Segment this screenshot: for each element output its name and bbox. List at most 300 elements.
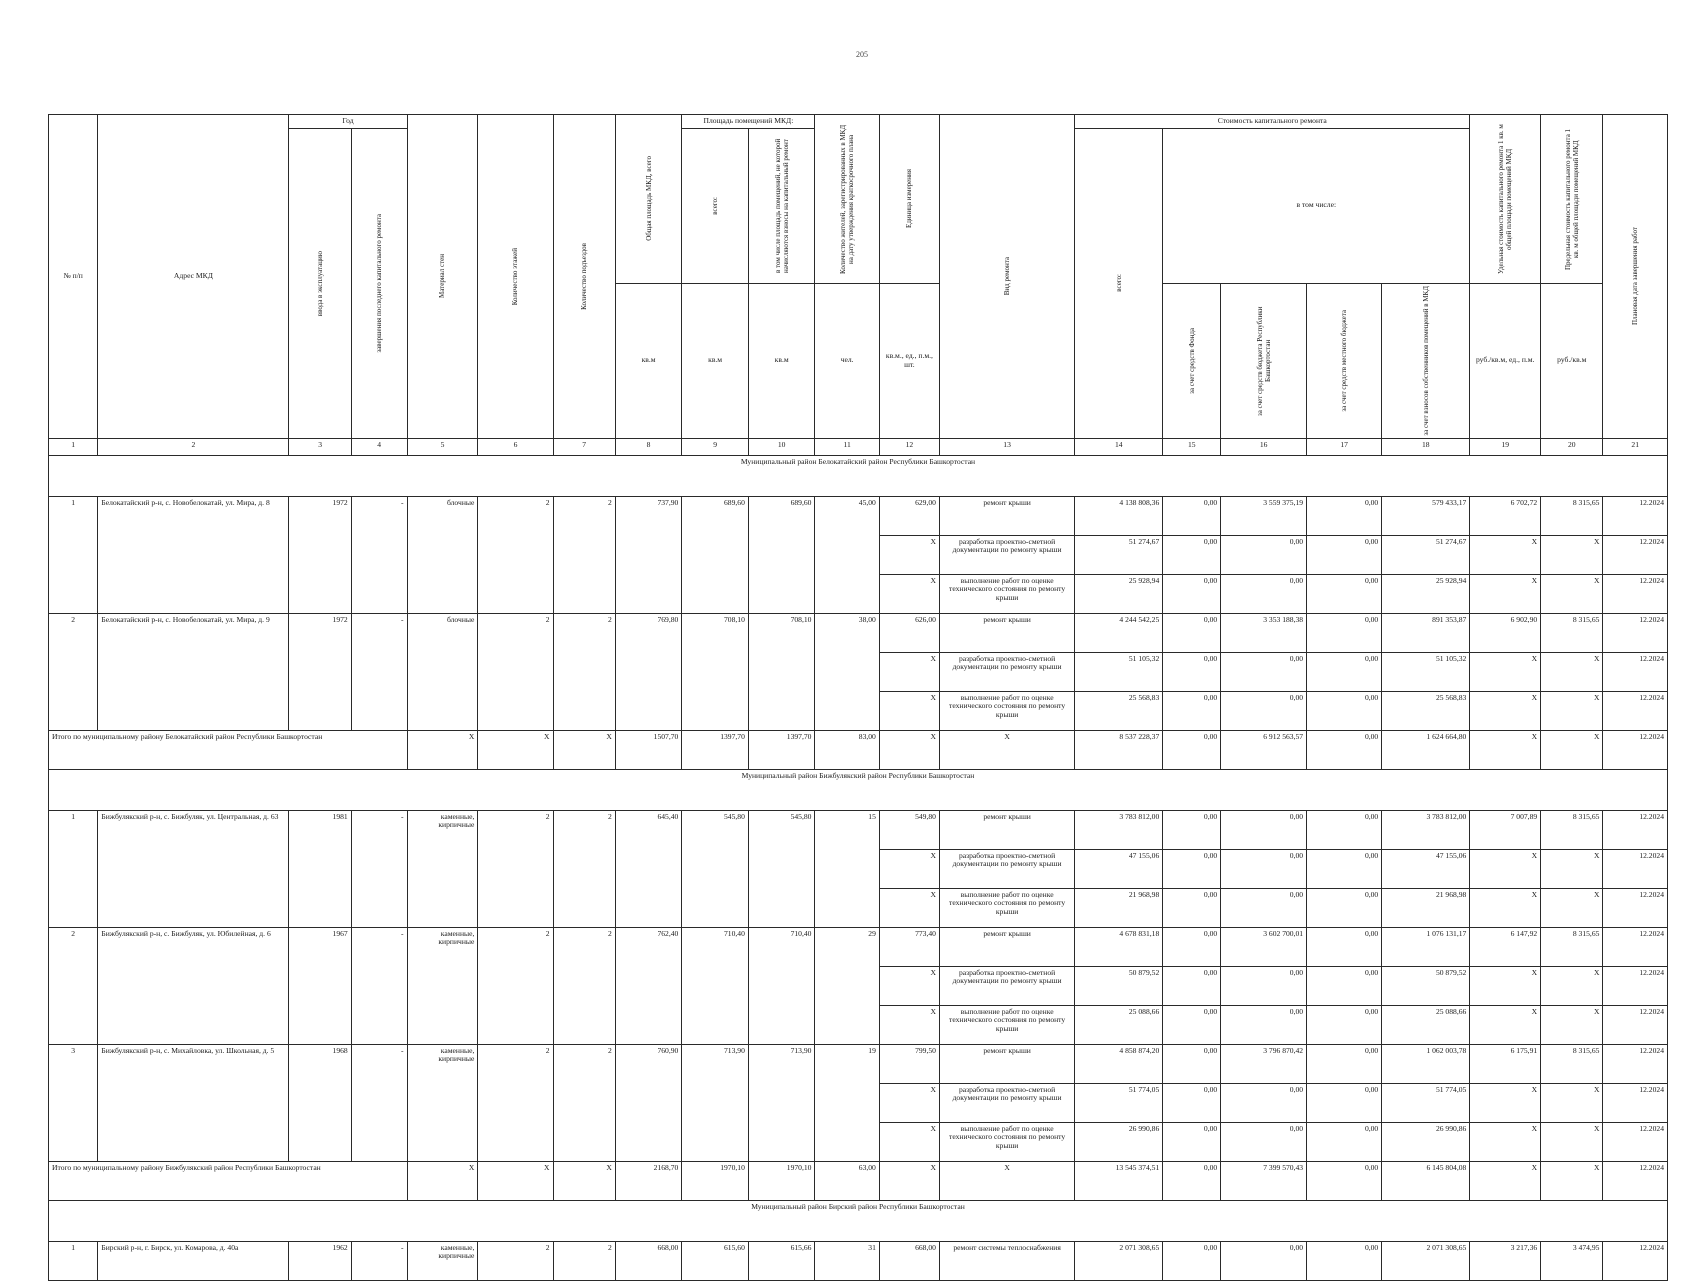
repair-plan-sheet <box>48 114 1668 1281</box>
total-entrances: X <box>553 730 615 769</box>
cost-republic: 3 559 375,19 <box>1221 496 1307 535</box>
premises-total: 713,90 <box>682 1044 749 1161</box>
work-type: ремонт крыши <box>939 613 1074 652</box>
planned-date: 12.2024 <box>1603 1005 1668 1044</box>
header-premises-paying: в том числе площадь помещений, не которой начисляются взносы на капитальный ремонт <box>748 128 815 283</box>
residents: 38,00 <box>815 613 879 730</box>
cost-local: 0,00 <box>1307 1005 1382 1044</box>
header-specific-cost: Удельная стоимость капитального ремонта 1 кв. м общей площади помещений МКД <box>1470 115 1541 284</box>
specific-cost: 6 902,90 <box>1470 613 1541 652</box>
max-cost: 8 315,65 <box>1541 613 1603 652</box>
max-cost: 8 315,65 <box>1541 496 1603 535</box>
table-row <box>49 613 1668 652</box>
header-year-group: Год <box>289 115 407 129</box>
work-type: ремонт системы теплоснабжения <box>939 1241 1074 1280</box>
cost-owners: 26 990,86 <box>1382 1122 1470 1161</box>
work-type: разработка проектно-сметной документации по ремонту крыши <box>939 966 1074 1005</box>
table-row <box>49 496 1668 535</box>
column-number: 1 <box>49 438 98 455</box>
cost-owners: 51 105,32 <box>1382 652 1470 691</box>
max-cost: X <box>1541 574 1603 613</box>
cost-fund: 0,00 <box>1163 1241 1221 1280</box>
total-area: 1507,70 <box>615 730 682 769</box>
total-republic: 6 912 563,57 <box>1221 730 1307 769</box>
work-type: разработка проектно-сметной документации по ремонту крыши <box>939 535 1074 574</box>
planned-date: 12.2024 <box>1603 810 1668 849</box>
floors: 2 <box>478 496 553 613</box>
max-cost: X <box>1541 1122 1603 1161</box>
building-address: Бирский р-н, г. Бирск, ул. Комарова, д. 40а <box>98 1241 289 1280</box>
year-built: 1968 <box>289 1044 351 1161</box>
year-built: 1962 <box>289 1241 351 1280</box>
max-cost: X <box>1541 1083 1603 1122</box>
header-wall: Материал стен <box>407 115 478 439</box>
header-unit-12: кв.м., ед., п.м., шт. <box>879 283 939 438</box>
residents: 19 <box>815 1044 879 1161</box>
cost-local: 0,00 <box>1307 927 1382 966</box>
work-unit: 799,50 <box>879 1044 939 1083</box>
wall-material: каменные, кирпичные <box>407 1241 478 1280</box>
column-number: 5 <box>407 438 478 455</box>
cost-republic: 0,00 <box>1221 1083 1307 1122</box>
section-title-row <box>49 455 1668 496</box>
work-unit: X <box>879 691 939 730</box>
wall-material: каменные, кирпичные <box>407 1044 478 1161</box>
header-max-cost: Предельная стоимость капитального ремонта 1 кв. м общей площади помещений МКД <box>1541 115 1603 284</box>
work-unit: 629,00 <box>879 496 939 535</box>
work-type: ремонт крыши <box>939 810 1074 849</box>
work-unit: X <box>879 966 939 1005</box>
cost-local: 0,00 <box>1307 1241 1382 1280</box>
capital-repair-table <box>48 114 1668 1281</box>
work-type: выполнение работ по оценке технического состояния по ремонту крыши <box>939 888 1074 927</box>
section-total-row <box>49 1161 1668 1200</box>
premises-total: 710,40 <box>682 927 749 1044</box>
cost-local: 0,00 <box>1307 1044 1382 1083</box>
max-cost: X <box>1541 691 1603 730</box>
cost-total: 51 105,32 <box>1075 652 1163 691</box>
planned-date: 12.2024 <box>1603 1044 1668 1083</box>
total-premises: 1397,70 <box>682 730 749 769</box>
column-number: 20 <box>1541 438 1603 455</box>
specific-cost: X <box>1470 849 1541 888</box>
premises-paying: 689,60 <box>748 496 815 613</box>
work-type: ремонт крыши <box>939 496 1074 535</box>
max-cost: 8 315,65 <box>1541 927 1603 966</box>
work-type: выполнение работ по оценке технического состояния по ремонту крыши <box>939 691 1074 730</box>
total-owners: 6 145 804,08 <box>1382 1161 1470 1200</box>
specific-cost: 6 175,91 <box>1470 1044 1541 1083</box>
year-repair: - <box>351 810 407 927</box>
work-unit: X <box>879 535 939 574</box>
building-no: 3 <box>49 1044 98 1161</box>
premises-total: 708,10 <box>682 613 749 730</box>
cost-total: 51 774,05 <box>1075 1083 1163 1122</box>
column-number: 9 <box>682 438 749 455</box>
residents: 31 <box>815 1241 879 1280</box>
specific-cost: X <box>1470 1083 1541 1122</box>
total-unit: X <box>879 1161 939 1200</box>
year-built: 1972 <box>289 613 351 730</box>
column-number: 6 <box>478 438 553 455</box>
column-number: 17 <box>1307 438 1382 455</box>
premises-paying: 708,10 <box>748 613 815 730</box>
floors: 2 <box>478 613 553 730</box>
cost-total: 47 155,06 <box>1075 849 1163 888</box>
planned-date: 12.2024 <box>1603 496 1668 535</box>
column-number: 8 <box>615 438 682 455</box>
cost-total: 50 879,52 <box>1075 966 1163 1005</box>
cost-local: 0,00 <box>1307 496 1382 535</box>
area-total: 645,40 <box>615 810 682 927</box>
header-floors: Количество этажей <box>478 115 553 439</box>
cost-total: 4 678 831,18 <box>1075 927 1163 966</box>
cost-fund: 0,00 <box>1163 966 1221 1005</box>
total-unit: X <box>879 730 939 769</box>
header-cost-group: Стоимость капитального ремонта <box>1075 115 1470 129</box>
cost-local: 0,00 <box>1307 966 1382 1005</box>
building-address: Белокатайский р-н, с. Новобелокатай, ул. Мира, д. 9 <box>98 613 289 730</box>
planned-date: 12.2024 <box>1603 613 1668 652</box>
premises-paying: 710,40 <box>748 927 815 1044</box>
work-unit: 549,80 <box>879 810 939 849</box>
year-built: 1981 <box>289 810 351 927</box>
cost-total: 26 990,86 <box>1075 1122 1163 1161</box>
header-cost-owners: за счет взносов собственников помещений в МКД <box>1382 283 1470 438</box>
total-specific: X <box>1470 1161 1541 1200</box>
year-repair: - <box>351 1044 407 1161</box>
column-number: 4 <box>351 438 407 455</box>
floors: 2 <box>478 927 553 1044</box>
entrances: 2 <box>553 1044 615 1161</box>
header-planned-date: Плановая дата завершения работ <box>1603 115 1668 439</box>
floors: 2 <box>478 810 553 927</box>
planned-date: 12.2024 <box>1603 966 1668 1005</box>
cost-owners: 51 774,05 <box>1382 1083 1470 1122</box>
cost-fund: 0,00 <box>1163 1005 1221 1044</box>
column-number: 12 <box>879 438 939 455</box>
header-entrances: Количество подъездов <box>553 115 615 439</box>
section-title-row <box>49 769 1668 810</box>
cost-total: 25 928,94 <box>1075 574 1163 613</box>
cost-owners: 25 568,83 <box>1382 691 1470 730</box>
area-total: 668,00 <box>615 1241 682 1280</box>
cost-owners: 1 076 131,17 <box>1382 927 1470 966</box>
specific-cost: X <box>1470 574 1541 613</box>
header-unit: Единица измерения <box>879 115 939 284</box>
specific-cost: X <box>1470 1122 1541 1161</box>
area-total: 762,40 <box>615 927 682 1044</box>
work-unit: X <box>879 574 939 613</box>
premises-paying: 713,90 <box>748 1044 815 1161</box>
cost-local: 0,00 <box>1307 535 1382 574</box>
cost-republic: 0,00 <box>1221 966 1307 1005</box>
cost-republic: 0,00 <box>1221 849 1307 888</box>
specific-cost: 7 007,89 <box>1470 810 1541 849</box>
entrances: 2 <box>553 810 615 927</box>
cost-owners: 579 433,17 <box>1382 496 1470 535</box>
year-repair: - <box>351 1241 407 1280</box>
specific-cost: X <box>1470 691 1541 730</box>
header-unit-10: кв.м <box>748 283 815 438</box>
building-no: 1 <box>49 496 98 613</box>
work-unit: 773,40 <box>879 927 939 966</box>
premises-paying: 545,80 <box>748 810 815 927</box>
specific-cost: X <box>1470 888 1541 927</box>
cost-republic: 3 353 188,38 <box>1221 613 1307 652</box>
cost-fund: 0,00 <box>1163 496 1221 535</box>
premises-total: 545,80 <box>682 810 749 927</box>
specific-cost: 3 217,36 <box>1470 1241 1541 1280</box>
entrances: 2 <box>553 496 615 613</box>
work-unit: X <box>879 1083 939 1122</box>
residents: 15 <box>815 810 879 927</box>
cost-republic: 0,00 <box>1221 535 1307 574</box>
planned-date: 12.2024 <box>1603 1083 1668 1122</box>
total-owners: 1 624 664,80 <box>1382 730 1470 769</box>
header-unit-8: кв.м <box>615 283 682 438</box>
cost-owners: 21 968,98 <box>1382 888 1470 927</box>
planned-date: 12.2024 <box>1603 888 1668 927</box>
cost-fund: 0,00 <box>1163 535 1221 574</box>
total-residents: 63,00 <box>815 1161 879 1200</box>
area-total: 737,90 <box>615 496 682 613</box>
residents: 29 <box>815 927 879 1044</box>
header-premises-total: всего: <box>682 128 749 283</box>
cost-local: 0,00 <box>1307 652 1382 691</box>
total-cost: 8 537 228,37 <box>1075 730 1163 769</box>
planned-date: 12.2024 <box>1603 927 1668 966</box>
column-number: 16 <box>1221 438 1307 455</box>
total-republic: 7 399 570,43 <box>1221 1161 1307 1200</box>
header-address: Адрес МКД <box>98 115 289 439</box>
cost-owners: 25 928,94 <box>1382 574 1470 613</box>
max-cost: 3 474,95 <box>1541 1241 1603 1280</box>
column-number: 11 <box>815 438 879 455</box>
entrances: 2 <box>553 927 615 1044</box>
header-work-type: Вид ремонта <box>939 115 1074 439</box>
page-number: 205 <box>856 50 868 59</box>
cost-fund: 0,00 <box>1163 1122 1221 1161</box>
cost-total: 3 783 812,00 <box>1075 810 1163 849</box>
floors: 2 <box>478 1044 553 1161</box>
cost-republic: 3 602 700,01 <box>1221 927 1307 966</box>
work-type: разработка проектно-сметной документации по ремонту крыши <box>939 1083 1074 1122</box>
cost-fund: 0,00 <box>1163 1044 1221 1083</box>
work-unit: X <box>879 1005 939 1044</box>
area-total: 760,90 <box>615 1044 682 1161</box>
building-no: 1 <box>49 1241 98 1280</box>
year-repair: - <box>351 613 407 730</box>
building-no: 1 <box>49 810 98 927</box>
area-total: 769,80 <box>615 613 682 730</box>
column-number: 18 <box>1382 438 1470 455</box>
header-year-last-repair: завершения последнего капитального ремонта <box>351 128 407 438</box>
max-cost: X <box>1541 849 1603 888</box>
work-type: разработка проектно-сметной документации по ремонту крыши <box>939 652 1074 691</box>
column-number: 2 <box>98 438 289 455</box>
max-cost: X <box>1541 652 1603 691</box>
total-wall: X <box>407 1161 478 1200</box>
table-row <box>49 927 1668 966</box>
cost-owners: 51 274,67 <box>1382 535 1470 574</box>
total-premises-paying: 1397,70 <box>748 730 815 769</box>
column-number: 21 <box>1603 438 1668 455</box>
cost-total: 2 071 308,65 <box>1075 1241 1163 1280</box>
cost-republic: 0,00 <box>1221 810 1307 849</box>
wall-material: блочные <box>407 496 478 613</box>
floors: 2 <box>478 1241 553 1280</box>
cost-fund: 0,00 <box>1163 888 1221 927</box>
year-repair: - <box>351 927 407 1044</box>
column-number: 15 <box>1163 438 1221 455</box>
total-floors: X <box>478 1161 553 1200</box>
header-cost-total: всего: <box>1075 128 1163 438</box>
work-unit: X <box>879 849 939 888</box>
total-work-type: X <box>939 1161 1074 1200</box>
cost-total: 4 244 542,25 <box>1075 613 1163 652</box>
cost-total: 25 568,83 <box>1075 691 1163 730</box>
cost-fund: 0,00 <box>1163 652 1221 691</box>
cost-local: 0,00 <box>1307 1083 1382 1122</box>
cost-republic: 0,00 <box>1221 574 1307 613</box>
cost-republic: 0,00 <box>1221 1241 1307 1280</box>
max-cost: X <box>1541 535 1603 574</box>
column-number: 7 <box>553 438 615 455</box>
total-premises-paying: 1970,10 <box>748 1161 815 1200</box>
cost-republic: 0,00 <box>1221 652 1307 691</box>
total-label: Итого по муниципальному району Белокатайский район Республики Башкортостан <box>49 730 408 769</box>
work-unit: 668,00 <box>879 1241 939 1280</box>
cost-local: 0,00 <box>1307 691 1382 730</box>
specific-cost: 6 702,72 <box>1470 496 1541 535</box>
cost-fund: 0,00 <box>1163 927 1221 966</box>
year-built: 1967 <box>289 927 351 1044</box>
column-number: 19 <box>1470 438 1541 455</box>
cost-local: 0,00 <box>1307 1122 1382 1161</box>
work-unit: 626,00 <box>879 613 939 652</box>
total-date: 12.2024 <box>1603 1161 1668 1200</box>
cost-local: 0,00 <box>1307 888 1382 927</box>
header-row-1 <box>49 115 1668 129</box>
max-cost: 8 315,65 <box>1541 810 1603 849</box>
total-floors: X <box>478 730 553 769</box>
cost-local: 0,00 <box>1307 849 1382 888</box>
total-cost: 13 545 374,51 <box>1075 1161 1163 1200</box>
cost-owners: 3 783 812,00 <box>1382 810 1470 849</box>
work-unit: X <box>879 1122 939 1161</box>
table-row <box>49 1241 1668 1280</box>
total-residents: 83,00 <box>815 730 879 769</box>
building-address: Бижбулякский р-н, с. Бижбуляк, ул. Центральная, д. 63 <box>98 810 289 927</box>
cost-local: 0,00 <box>1307 574 1382 613</box>
header-cost-fund: за счет средств Фонда <box>1163 283 1221 438</box>
cost-total: 25 088,66 <box>1075 1005 1163 1044</box>
header-no: № п/п <box>49 115 98 439</box>
planned-date: 12.2024 <box>1603 849 1668 888</box>
header-unit-19: руб./кв.м, ед., п.м. <box>1470 283 1541 438</box>
planned-date: 12.2024 <box>1603 535 1668 574</box>
column-number-row <box>49 438 1668 455</box>
column-number: 14 <box>1075 438 1163 455</box>
work-type: разработка проектно-сметной документации по ремонту крыши <box>939 849 1074 888</box>
total-local: 0,00 <box>1307 730 1382 769</box>
header-cost-republic: за счет средств бюджета Республики Башкортостан <box>1221 283 1307 438</box>
section-title-row <box>49 1200 1668 1241</box>
entrances: 2 <box>553 1241 615 1280</box>
residents: 45,00 <box>815 496 879 613</box>
work-type: выполнение работ по оценке технического состояния по ремонту крыши <box>939 1005 1074 1044</box>
section-total-row <box>49 730 1668 769</box>
work-type: выполнение работ по оценке технического состояния по ремонту крыши <box>939 1122 1074 1161</box>
total-fund: 0,00 <box>1163 730 1221 769</box>
cost-fund: 0,00 <box>1163 691 1221 730</box>
wall-material: блочные <box>407 613 478 730</box>
cost-total: 21 968,98 <box>1075 888 1163 927</box>
column-number: 10 <box>748 438 815 455</box>
total-premises: 1970,10 <box>682 1161 749 1200</box>
planned-date: 12.2024 <box>1603 691 1668 730</box>
max-cost: X <box>1541 1005 1603 1044</box>
header-cost-local: за счет средств местного бюджета <box>1307 283 1382 438</box>
cost-total: 4 858 874,20 <box>1075 1044 1163 1083</box>
cost-owners: 891 353,87 <box>1382 613 1470 652</box>
wall-material: каменные, кирпичные <box>407 927 478 1044</box>
total-max: X <box>1541 730 1603 769</box>
year-built: 1972 <box>289 496 351 613</box>
premises-total: 689,60 <box>682 496 749 613</box>
specific-cost: X <box>1470 966 1541 1005</box>
table-row <box>49 1044 1668 1083</box>
cost-total: 4 138 808,36 <box>1075 496 1163 535</box>
specific-cost: X <box>1470 535 1541 574</box>
cost-republic: 0,00 <box>1221 1122 1307 1161</box>
wall-material: каменные, кирпичные <box>407 810 478 927</box>
total-wall: X <box>407 730 478 769</box>
cost-owners: 25 088,66 <box>1382 1005 1470 1044</box>
cost-republic: 3 796 870,42 <box>1221 1044 1307 1083</box>
work-unit: X <box>879 888 939 927</box>
header-unit-11: чел. <box>815 283 879 438</box>
total-specific: X <box>1470 730 1541 769</box>
max-cost: X <box>1541 888 1603 927</box>
planned-date: 12.2024 <box>1603 1241 1668 1280</box>
entrances: 2 <box>553 613 615 730</box>
header-premises-group: Площадь помещений МКД: <box>682 115 815 129</box>
premises-paying: 615,66 <box>748 1241 815 1280</box>
planned-date: 12.2024 <box>1603 574 1668 613</box>
cost-owners: 47 155,06 <box>1382 849 1470 888</box>
section-title: Муниципальный район Бижбулякский район Республики Башкортостан <box>49 769 1668 810</box>
planned-date: 12.2024 <box>1603 652 1668 691</box>
work-type: ремонт крыши <box>939 927 1074 966</box>
max-cost: X <box>1541 966 1603 1005</box>
section-title: Муниципальный район Белокатайский район Республики Башкортостан <box>49 455 1668 496</box>
column-number: 13 <box>939 438 1074 455</box>
cost-republic: 0,00 <box>1221 691 1307 730</box>
specific-cost: X <box>1470 652 1541 691</box>
header-year-commission: ввода в эксплуатацию <box>289 128 351 438</box>
cost-total: 51 274,67 <box>1075 535 1163 574</box>
work-type: выполнение работ по оценке технического состояния по ремонту крыши <box>939 574 1074 613</box>
section-title: Муниципальный район Бирский район Республики Башкортостан <box>49 1200 1668 1241</box>
total-area: 2168,70 <box>615 1161 682 1200</box>
year-repair: - <box>351 496 407 613</box>
work-unit: X <box>879 652 939 691</box>
building-address: Бижбулякский р-н, с. Михайловка, ул. Школьная, д. 5 <box>98 1044 289 1161</box>
cost-owners: 1 062 003,78 <box>1382 1044 1470 1083</box>
header-residents: Количество жителей, зарегистрированных в МКД на дату утверждения краткосрочного плана <box>815 115 879 284</box>
